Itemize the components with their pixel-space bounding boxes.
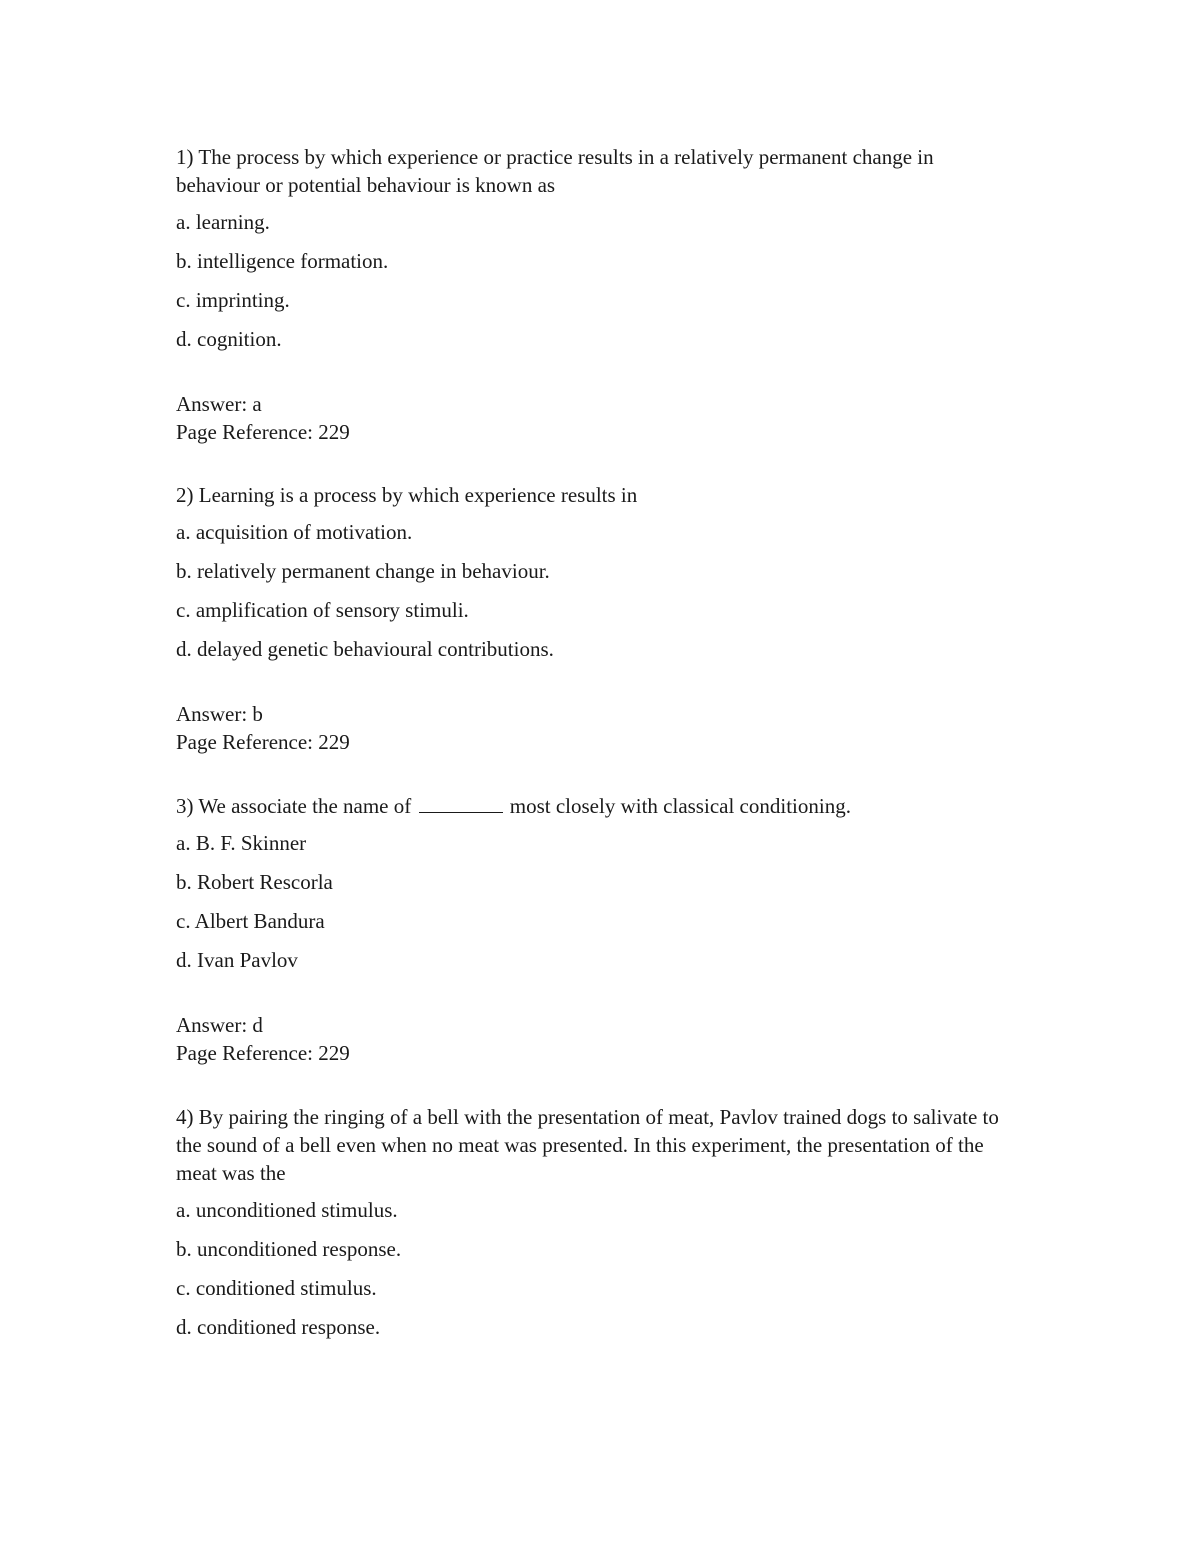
question-1 [176, 143, 1016, 446]
question-stem-after: most closely with classical conditioning. [509, 794, 851, 818]
option-c: c. Albert Bandura [176, 909, 325, 933]
question-2 [176, 481, 1016, 756]
question-stem-before: 3) We associate the name of [176, 794, 412, 818]
answer-block [176, 1011, 1016, 1067]
option-a: a. unconditioned stimulus. [176, 1198, 398, 1222]
option-b: b. unconditioned response. [176, 1237, 402, 1261]
option-c: c. amplification of sensory stimuli. [176, 598, 469, 622]
question-3 [176, 792, 1016, 1067]
question-4 [176, 1103, 1016, 1341]
option-d: d. delayed genetic behavioural contributions. [176, 637, 554, 661]
page-reference: Page Reference: 229 [176, 420, 350, 444]
answer-text: Answer: d [176, 1013, 263, 1037]
page-reference: Page Reference: 229 [176, 730, 350, 754]
option-c: c. imprinting. [176, 288, 290, 312]
option-a: a. B. F. Skinner [176, 831, 307, 855]
question-stem: 4) By pairing the ringing of a bell with the presentation of meat, Pavlov trained dogs to salivate to the sound of a bell even when no meat was presented. In this experiment, the presentation of the meat was the [176, 1105, 999, 1185]
option-d: d. cognition. [176, 327, 282, 351]
question-stem: 2) Learning is a process by which experience results in [176, 483, 638, 507]
document-page [176, 143, 1016, 1352]
option-c: c. conditioned stimulus. [176, 1276, 377, 1300]
answer-block [176, 700, 1016, 756]
question-stem: 1) The process by which experience or practice results in a relatively permanent change in behaviour or potential behaviour is known as [176, 145, 934, 197]
fill-in-blank [419, 794, 503, 813]
answer-block [176, 390, 1016, 446]
option-b: b. Robert Rescorla [176, 870, 333, 894]
option-b: b. intelligence formation. [176, 249, 389, 273]
option-b: b. relatively permanent change in behaviour. [176, 559, 550, 583]
answer-text: Answer: a [176, 392, 262, 416]
option-d: d. Ivan Pavlov [176, 948, 298, 972]
option-a: a. learning. [176, 210, 270, 234]
answer-text: Answer: b [176, 702, 263, 726]
option-a: a. acquisition of motivation. [176, 520, 413, 544]
option-d: d. conditioned response. [176, 1315, 381, 1339]
page-reference: Page Reference: 229 [176, 1041, 350, 1065]
question-stem [176, 792, 1016, 820]
